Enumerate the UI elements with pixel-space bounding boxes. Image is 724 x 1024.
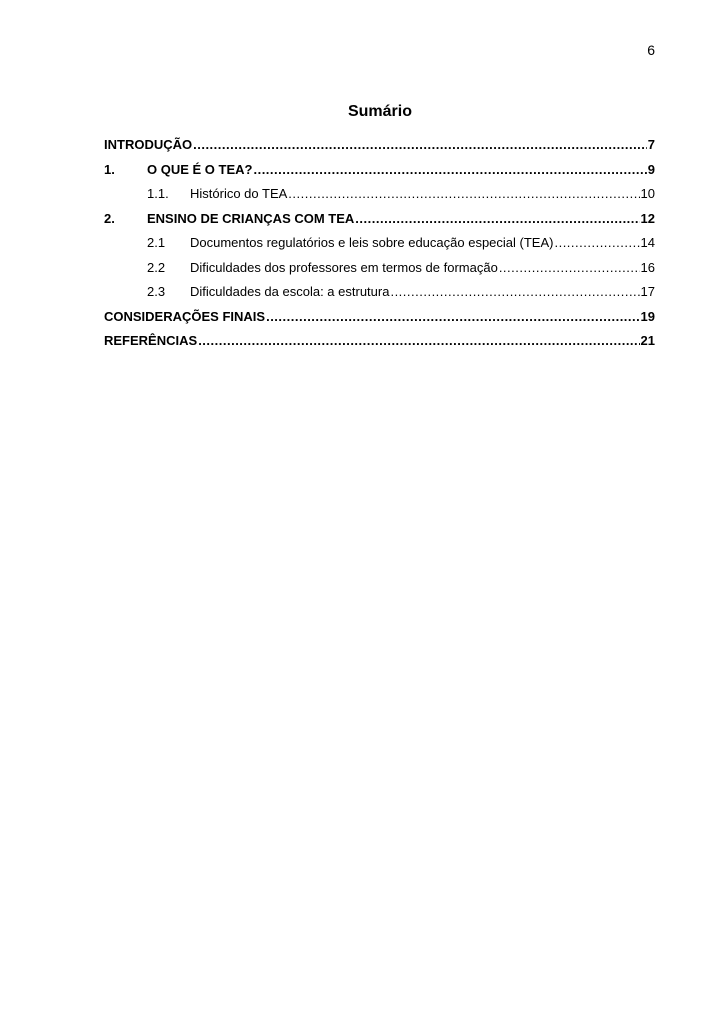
toc-leader-dots [355,211,639,226]
toc-leader-dots [198,333,639,348]
toc-entry-page: 12 [640,210,655,226]
toc-entry-consideracoes-finais[interactable] [104,309,655,334]
toc-entry-page: 10 [640,186,655,201]
page-title: Sumário [347,103,412,120]
toc-entry-page: 14 [640,235,655,250]
toc-entry-text: REFERÊNCIAS [104,333,198,348]
toc-entry-text: Dificuldades dos professores em termos de formação [190,259,498,275]
toc-entry-page: 21 [640,333,655,348]
toc-entry-2-3[interactable] [104,284,655,309]
toc-entry-page: 9 [647,161,655,177]
toc-leader-dots [253,162,646,177]
toc-entry-2[interactable] [104,211,655,236]
toc-entry-text: CONSIDERAÇÕES FINAIS [104,308,266,324]
toc-leader-dots [499,260,640,275]
toc-entry-page: 16 [640,259,655,275]
toc-leader-dots [266,309,639,324]
toc-entry-page: 7 [647,137,655,152]
toc-entry-number: 1.1. [147,186,169,201]
toc-entry-page: 17 [640,284,655,299]
toc-leader-dots [390,284,639,299]
toc-entry-2-1[interactable] [104,235,655,260]
toc-entry-number: 2.2 [147,259,166,275]
toc-entry-number: 1. [104,161,115,177]
toc-entry-number: 2. [104,210,115,226]
toc-entry-introducao[interactable] [104,137,655,162]
toc-entry-text: Documentos regulatórios e leis sobre educação especial (TEA) [190,235,554,250]
toc-entry-text: O QUE É O TEA? [147,161,253,177]
toc-entry-text: Dificuldades da escola: a estrutura [190,284,390,299]
toc-entry-text: ENSINO DE CRIANÇAS COM TEA [147,210,355,226]
toc-leader-dots [193,137,647,152]
toc-entry-page: 19 [640,308,655,324]
toc-entry-text: Histórico do TEA [190,186,288,201]
toc-entry-number: 2.3 [147,284,166,299]
toc-entry-text: INTRODUÇÃO [104,137,193,152]
toc-entry-1[interactable] [104,162,655,187]
toc-leader-dots [288,186,639,201]
toc-entry-2-2[interactable] [104,260,655,285]
page-number: 6 [647,42,655,58]
toc-leader-dots [554,235,639,250]
toc-entry-referencias[interactable] [104,333,655,358]
table-of-contents [104,137,655,358]
toc-entry-number: 2.1 [147,235,166,250]
toc-entry-1-1[interactable] [104,186,655,211]
